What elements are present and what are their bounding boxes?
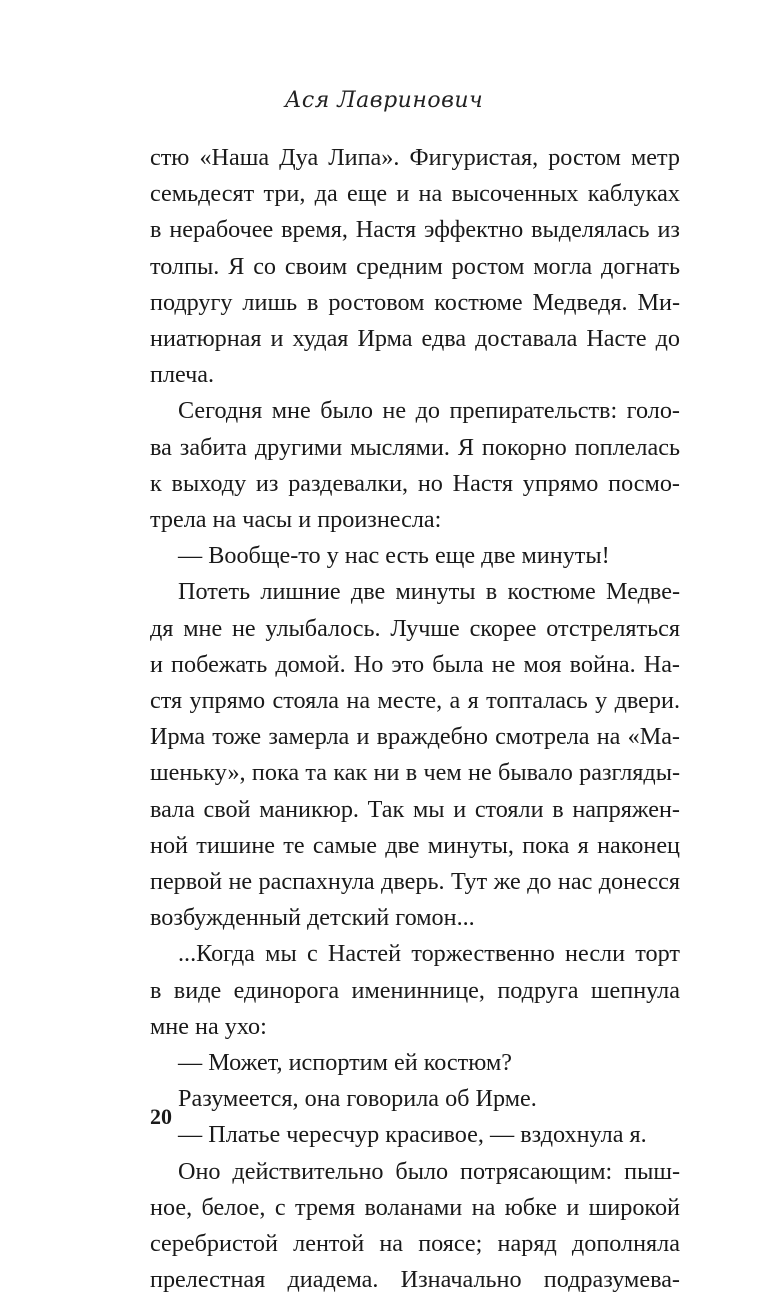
text-line: Сегодня мне было не до препирательств: голо- [178, 397, 680, 425]
text-line: ва забита другими мыслями. Я покорно поплелась [150, 433, 680, 461]
text-line: стя упрямо стояла на месте, а я топталась у двери. [150, 687, 680, 715]
body-text [150, 140, 680, 1299]
text-line: Потеть лишние две минуты в костюме Медве- [178, 578, 680, 606]
text-line: шеньку», пока та как ни в чем не бывало разгляды- [150, 759, 680, 787]
text-line: стю «Наша Дуа Липа». Фигуристая, ростом метр [150, 144, 680, 171]
text-line: серебристой лентой на поясе; наряд дополняла [150, 1230, 680, 1258]
text-line: Разумеется, она говорила об Ирме. [178, 1085, 537, 1113]
text-line: первой не распахнула дверь. Тут же до нас донесся [150, 868, 680, 896]
text-line: ...Когда мы с Настей торжественно несли торт [178, 940, 680, 968]
text-line: вала свой маникюр. Так мы и стояли в напряжен- [150, 795, 680, 823]
text-line: — Вообще-то у нас есть еще две минуты! [178, 542, 610, 570]
text-line: — Платье чересчур красивое, — вздохнула я. [178, 1121, 647, 1149]
running-head-author: Ася Лавринович [284, 88, 484, 113]
text-line: ное, белое, с тремя воланами на юбке и широкой [150, 1193, 680, 1221]
text-line: толпы. Я со своим средним ростом могла догнать [150, 252, 680, 280]
text-line: ниатюрная и худая Ирма едва доставала Насте до [150, 325, 680, 353]
text-line: в виде единорога имениннице, подруга шепнула [150, 976, 680, 1004]
text-line: в нерабочее время, Настя эффектно выделялась из [150, 216, 680, 244]
text-line: — Может, испортим ей костюм? [178, 1049, 513, 1077]
text-line: и побежать домой. Но это была не моя война. На- [150, 650, 680, 678]
text-line: дя мне не улыбалось. Лучше скорее отстреляться [150, 614, 680, 642]
text-line: ной тишине те самые две минуты, пока я наконец [150, 831, 680, 859]
page-number: 20 [150, 1104, 172, 1129]
text-line: прелестная диадема. Изначально подразумева- [150, 1266, 680, 1294]
text-line: к выходу из раздевалки, но Настя упрямо посмо- [150, 469, 680, 497]
text-line: мне на ухо: [150, 1012, 267, 1040]
text-line: подругу лишь в ростовом костюме Медведя. Ми- [150, 288, 680, 316]
text-line: плеча. [150, 361, 215, 389]
text-line: возбужденный детский гомон... [150, 904, 475, 932]
text-line: Ирма тоже замерла и враждебно смотрела на «Ма- [150, 723, 680, 751]
text-line: Оно действительно было потрясающим: пыш- [178, 1157, 680, 1185]
text-line: трела на часы и произнесла: [150, 506, 442, 534]
text-line: семьдесят три, да еще и на высоченных каблуках [150, 180, 680, 208]
